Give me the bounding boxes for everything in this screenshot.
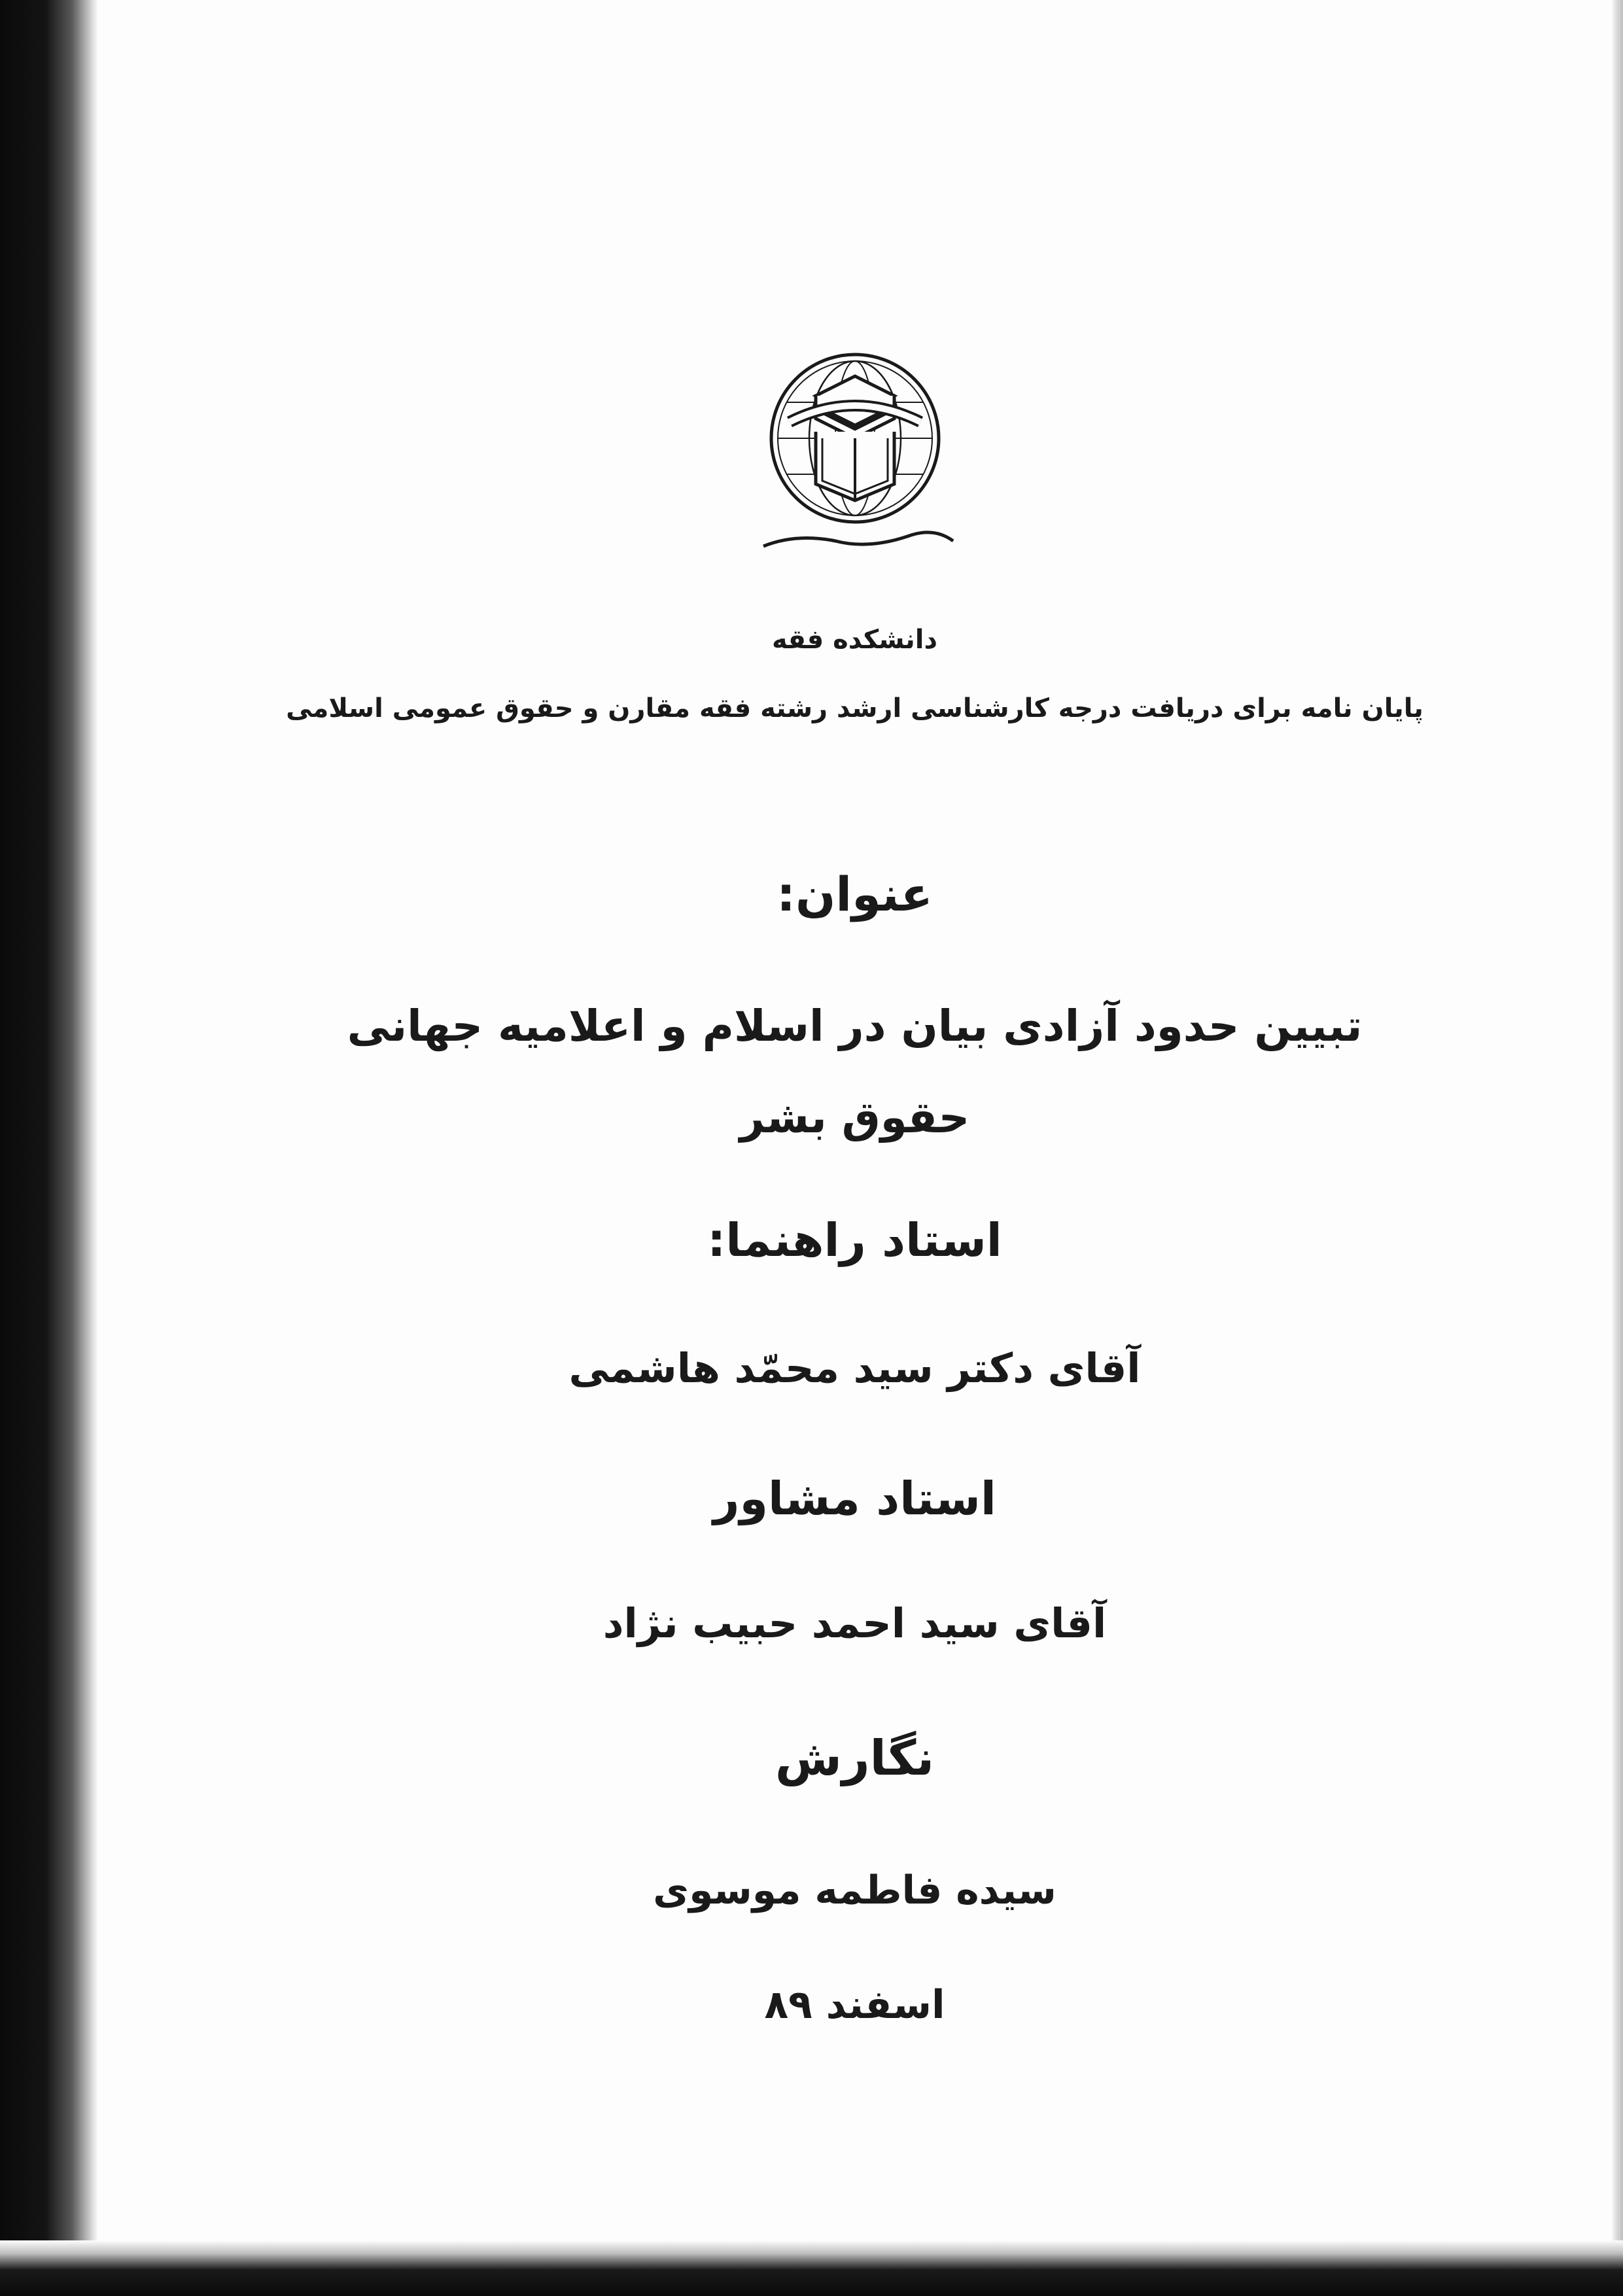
degree-statement: پایان نامه برای دریافت درجه کارشناسی ارشد رشته فقه مقارن و حقوق عمومی اسلامی: [286, 693, 1423, 723]
scan-binding-shadow: [0, 0, 98, 2296]
submission-date: اسفند ۸۹: [764, 1982, 945, 2028]
logo-caption: [763, 532, 953, 546]
supervisor-name: آقای دکتر سید محمّد هاشمی: [568, 1344, 1141, 1392]
advisor-label: استاد مشاور: [713, 1472, 996, 1525]
faculty-name: دانشکده فقه: [771, 625, 938, 655]
thesis-title-line-1: تبیین حدود آزادی بیان در اسلام و اعلامیه جهانی: [347, 1001, 1363, 1051]
university-logo: [98, 350, 1611, 566]
scan-bottom-shadow: [0, 2240, 1623, 2296]
supervisor-label: استاد راهنما:: [707, 1213, 1002, 1267]
title-page: [98, 0, 1611, 2240]
advisor-name: آقای سید احمد حبیب نژاد: [602, 1599, 1107, 1647]
author-label: نگارش: [775, 1730, 935, 1786]
scan-right-edge: [1611, 0, 1623, 2296]
title-label: عنوان:: [777, 867, 933, 922]
author-name: سیده فاطمه موسوی: [653, 1868, 1056, 1913]
thesis-title-line-2: حقوق بشر: [739, 1092, 970, 1143]
university-seal-icon: [718, 350, 992, 566]
